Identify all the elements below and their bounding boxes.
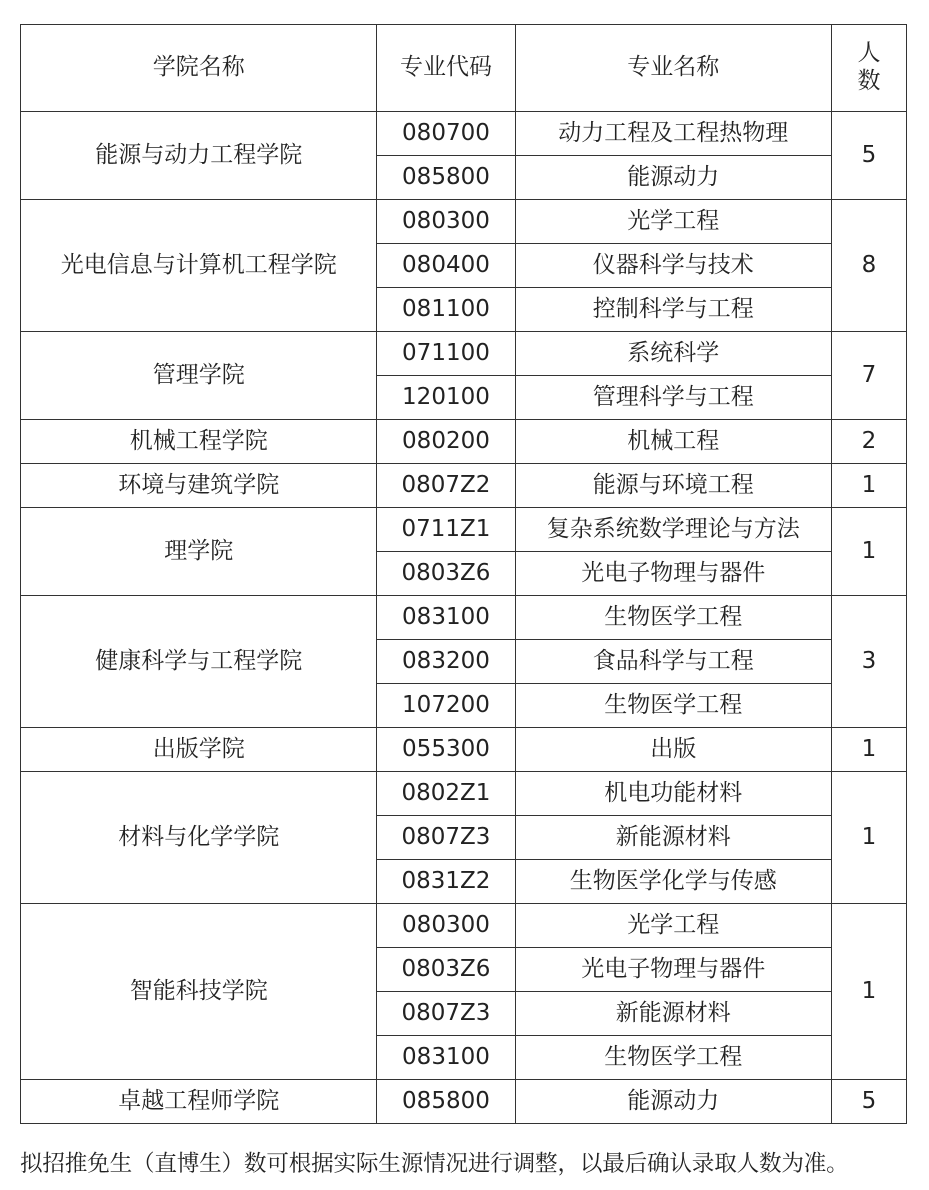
table-row [21, 1080, 907, 1124]
major-name-cell: 动力工程及工程热物理 [515, 112, 831, 156]
major-code-cell: 055300 [377, 728, 515, 772]
count-cell: 1 [831, 728, 906, 772]
header-college: 学院名称 [21, 25, 377, 112]
college-cell: 环境与建筑学院 [21, 464, 377, 508]
major-name-cell: 管理科学与工程 [515, 376, 831, 420]
major-name-cell: 新能源材料 [515, 992, 831, 1036]
table-row [21, 464, 907, 508]
major-code-cell: 085800 [377, 1080, 515, 1124]
major-name-cell: 机电功能材料 [515, 772, 831, 816]
major-code-cell: 083200 [377, 640, 515, 684]
header-major: 专业名称 [515, 25, 831, 112]
college-cell: 出版学院 [21, 728, 377, 772]
table-row [21, 112, 907, 156]
table-body [21, 112, 907, 1124]
college-cell: 机械工程学院 [21, 420, 377, 464]
major-name-cell: 出版 [515, 728, 831, 772]
college-cell: 能源与动力工程学院 [21, 112, 377, 200]
table-row [21, 596, 907, 640]
count-cell: 5 [831, 112, 906, 200]
major-name-cell: 能源与环境工程 [515, 464, 831, 508]
table-row [21, 904, 907, 948]
major-code-cell: 083100 [377, 596, 515, 640]
header-row [21, 25, 907, 112]
major-name-cell: 控制科学与工程 [515, 288, 831, 332]
table-row [21, 508, 907, 552]
count-cell: 7 [831, 332, 906, 420]
major-code-cell: 0807Z3 [377, 816, 515, 860]
college-cell: 光电信息与计算机工程学院 [21, 200, 377, 332]
major-name-cell: 生物医学工程 [515, 684, 831, 728]
major-name-cell: 生物医学工程 [515, 1036, 831, 1080]
major-code-cell: 0803Z6 [377, 948, 515, 992]
major-name-cell: 食品科学与工程 [515, 640, 831, 684]
count-cell: 1 [831, 904, 906, 1080]
major-code-cell: 0803Z6 [377, 552, 515, 596]
header-code: 专业代码 [377, 25, 515, 112]
major-code-cell: 0802Z1 [377, 772, 515, 816]
major-name-cell: 系统科学 [515, 332, 831, 376]
major-name-cell: 能源动力 [515, 156, 831, 200]
major-code-cell: 080200 [377, 420, 515, 464]
major-code-cell: 0807Z2 [377, 464, 515, 508]
table-row [21, 728, 907, 772]
major-code-cell: 107200 [377, 684, 515, 728]
major-code-cell: 0711Z1 [377, 508, 515, 552]
major-code-cell: 085800 [377, 156, 515, 200]
count-cell: 1 [831, 772, 906, 904]
header-count-line1: 人 [857, 40, 881, 67]
college-cell: 卓越工程师学院 [21, 1080, 377, 1124]
major-name-cell: 仪器科学与技术 [515, 244, 831, 288]
major-code-cell: 0831Z2 [377, 860, 515, 904]
college-cell: 健康科学与工程学院 [21, 596, 377, 728]
major-code-cell: 0807Z3 [377, 992, 515, 1036]
major-code-cell: 080700 [377, 112, 515, 156]
major-name-cell: 生物医学化学与传感 [515, 860, 831, 904]
college-cell: 理学院 [21, 508, 377, 596]
header-count-line2: 数 [857, 68, 881, 94]
college-cell: 管理学院 [21, 332, 377, 420]
table-row [21, 420, 907, 464]
header-count [831, 25, 906, 112]
table-row [21, 200, 907, 244]
major-name-cell: 机械工程 [515, 420, 831, 464]
count-cell: 5 [831, 1080, 906, 1124]
major-code-cell: 120100 [377, 376, 515, 420]
college-cell: 智能科技学院 [21, 904, 377, 1080]
major-code-cell: 080300 [377, 904, 515, 948]
major-name-cell: 复杂系统数学理论与方法 [515, 508, 831, 552]
count-cell: 2 [831, 420, 906, 464]
table-row [21, 772, 907, 816]
major-name-cell: 能源动力 [515, 1080, 831, 1124]
major-name-cell: 光电子物理与器件 [515, 552, 831, 596]
count-cell: 8 [831, 200, 906, 332]
count-cell: 1 [831, 508, 906, 596]
quota-table [20, 24, 907, 1124]
major-name-cell: 光学工程 [515, 904, 831, 948]
college-cell: 材料与化学学院 [21, 772, 377, 904]
major-code-cell: 083100 [377, 1036, 515, 1080]
footnote: 拟招推免生（直博生）数可根据实际生源情况进行调整，以最后确认录取人数为准。 [20, 1151, 849, 1177]
major-name-cell: 新能源材料 [515, 816, 831, 860]
table-row [21, 332, 907, 376]
major-code-cell: 080300 [377, 200, 515, 244]
major-name-cell: 光电子物理与器件 [515, 948, 831, 992]
major-code-cell: 080400 [377, 244, 515, 288]
major-code-cell: 071100 [377, 332, 515, 376]
count-cell: 1 [831, 464, 906, 508]
count-cell: 3 [831, 596, 906, 728]
major-name-cell: 生物医学工程 [515, 596, 831, 640]
major-code-cell: 081100 [377, 288, 515, 332]
major-name-cell: 光学工程 [515, 200, 831, 244]
